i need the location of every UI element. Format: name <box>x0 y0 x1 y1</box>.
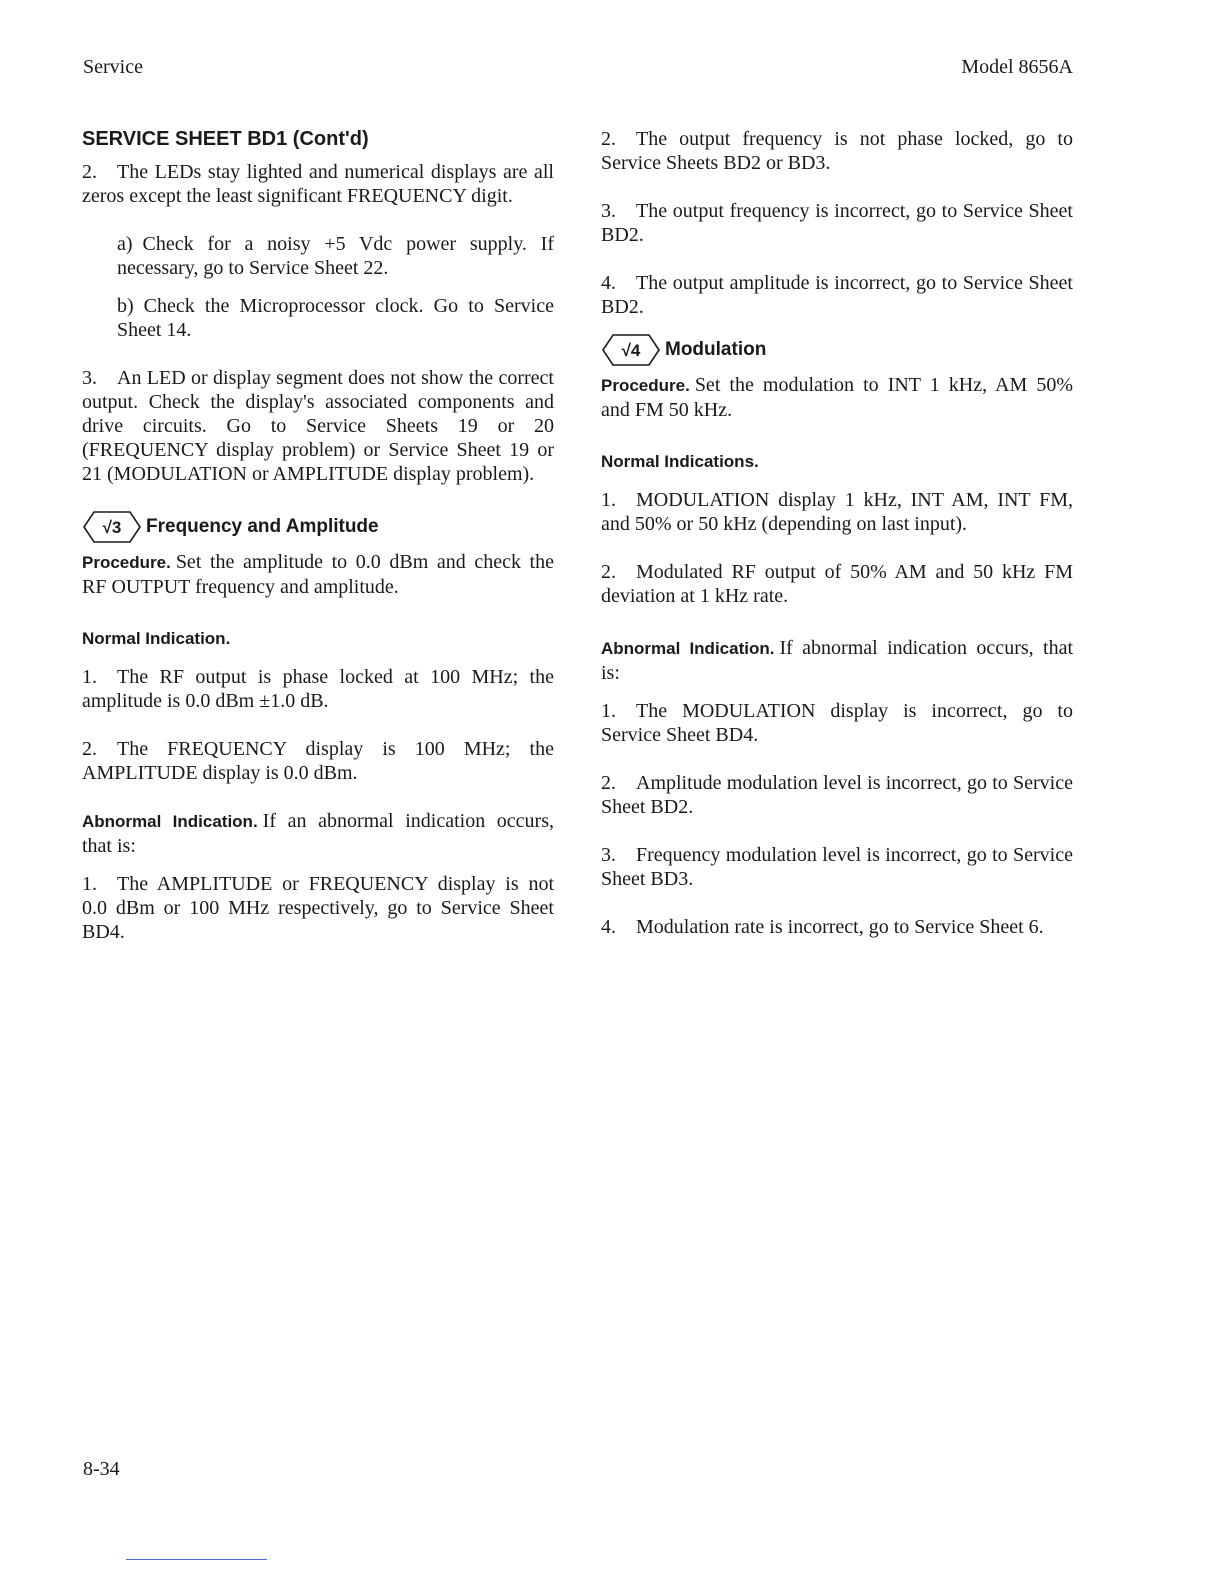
step4-abnormal <box>601 636 1073 685</box>
step3-heading <box>82 510 554 544</box>
step4-abnormal-2: 2. Amplitude modulation level is incorrect, go to Service Sheet BD2. <box>601 772 1073 818</box>
step4-title: Modulation <box>665 339 767 360</box>
left-column <box>82 127 554 944</box>
step3-normal-label: Normal Indication. <box>82 629 231 648</box>
page-number: 8-34 <box>83 1458 120 1480</box>
step3-procedure <box>82 550 554 599</box>
step4-heading <box>601 333 1073 367</box>
step3-title: Frequency and Amplitude <box>146 516 379 537</box>
step2-item2: 2. The LEDs stay lighted and numerical displays are all zeros except the least significant FREQUENCY digit. <box>82 161 554 207</box>
step4-procedure-text: Set the modulation to INT 1 kHz, AM 50% and FM 50 kHz. <box>601 374 1073 421</box>
step3-procedure-label: Procedure. <box>82 553 171 572</box>
step2-item2b: b) Check the Microprocessor clock. Go to Service Sheet 14. <box>117 295 554 341</box>
step4-abnormal-text: If abnormal indication occurs, that is: <box>601 637 1074 684</box>
running-header-model: Model 8656A <box>961 56 1073 78</box>
running-header-section: Service <box>83 56 143 78</box>
step3-normal-1: 1. The RF output is phase locked at 100 MHz; the amplitude is 0.0 dBm ±1.0 dB. <box>82 666 554 712</box>
step3-abnormal-3: 3. The output frequency is incorrect, go to Service Sheet BD2. <box>601 200 1073 246</box>
step2-item3: 3. An LED or display segment does not show the correct output. Check the display's associated components and drive circuits. Go to Service Sheets 19 or 20 (FREQUENCY display problem) or Service Sheet 19 or 21 (MODULATION or AMPLITUDE display problem). <box>82 367 554 485</box>
step4-normal-label: Normal Indications. <box>601 452 759 471</box>
step3-badge-icon <box>82 511 142 543</box>
step4-abnormal-1: 1. The MODULATION display is incorrect, go to Service Sheet BD4. <box>601 700 1073 746</box>
step3-abnormal <box>82 809 554 858</box>
step3-abnormal-4: 4. The output amplitude is incorrect, go to Service Sheet BD2. <box>601 272 1073 318</box>
service-sheet-title: SERVICE SHEET BD1 (Cont'd) <box>82 128 369 150</box>
step3-procedure-text: Set the amplitude to 0.0 dBm and check the RF OUTPUT frequency and amplitude. <box>82 551 554 598</box>
step4-abnormal-3: 3. Frequency modulation level is incorrect, go to Service Sheet BD3. <box>601 844 1073 890</box>
step4-normal-2: 2. Modulated RF output of 50% AM and 50 kHz FM deviation at 1 kHz rate. <box>601 561 1073 607</box>
right-column <box>601 127 1073 939</box>
step3-abnormal-text: If an abnormal indication occurs, that is: <box>82 810 554 857</box>
step4-abnormal-4: 4. Modulation rate is incorrect, go to Service Sheet 6. <box>601 916 1044 938</box>
step4-badge-icon <box>601 334 661 366</box>
step4-normal-1: 1. MODULATION display 1 kHz, INT AM, INT FM, and 50% or 50 kHz (depending on last input). <box>601 489 1073 535</box>
step4-procedure <box>601 373 1073 422</box>
step2-item2a: a) Check for a noisy +5 Vdc power supply. If necessary, go to Service Sheet 22. <box>117 233 554 279</box>
step4-badge-label: √4 <box>621 341 641 360</box>
step3-badge-label: √3 <box>102 518 122 537</box>
step3-abnormal-label: Abnormal Indication. <box>82 812 258 831</box>
step4-procedure-label: Procedure. <box>601 376 690 395</box>
step3-normal-2: 2. The FREQUENCY display is 100 MHz; the AMPLITUDE display is 0.0 dBm. <box>82 738 554 784</box>
step4-abnormal-label: Abnormal Indication. <box>601 639 775 658</box>
footer-divider <box>126 1559 267 1560</box>
step3-abnormal-2: 2. The output frequency is not phase locked, go to Service Sheets BD2 or BD3. <box>601 128 1073 174</box>
step3-abnormal-1: 1. The AMPLITUDE or FREQUENCY display is not 0.0 dBm or 100 MHz respectively, go to Service Sheet BD4. <box>82 873 554 943</box>
